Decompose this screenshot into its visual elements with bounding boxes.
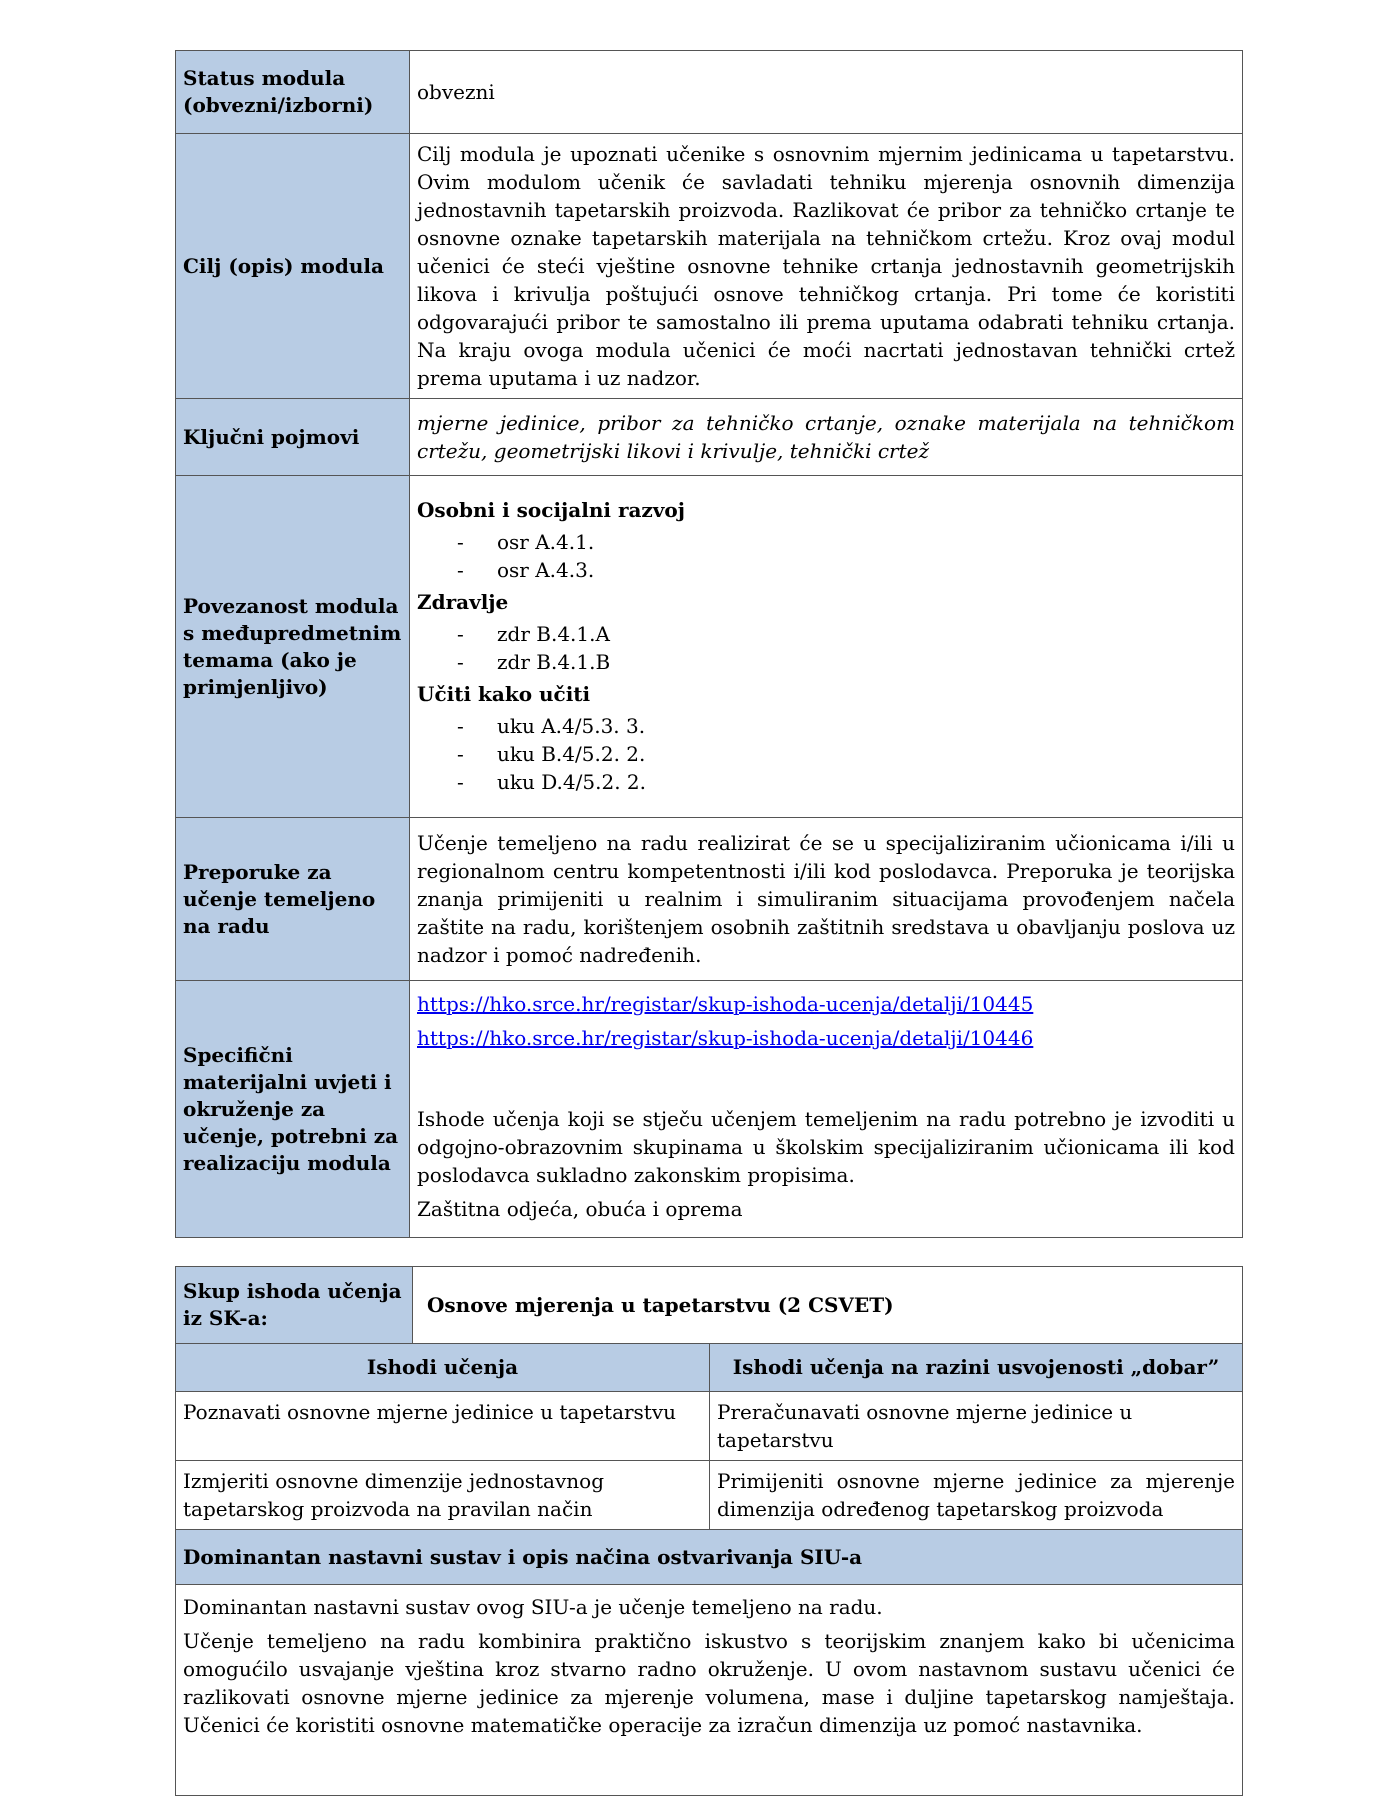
group-title: Učiti kako učiti — [417, 681, 591, 706]
list-item: - uku A.4/5.3. 3. — [457, 713, 646, 738]
outcome-cell: Poznavati osnovne mjerne jedinice u tapetarstvu — [176, 1392, 710, 1461]
key-terms-value: mjerne jedinice, pribor za tehničko crtanje, oznake materijala na tehničkom crtežu, geometrijski likovi i krivulje, tehnički crtež — [410, 399, 1243, 476]
status-value: obvezni — [410, 51, 1243, 134]
header-outcomes: Ishodi učenja — [176, 1344, 710, 1392]
group-uku — [417, 680, 1235, 796]
work-based-label: Preporuke za učenje temeljeno na radu — [176, 818, 410, 981]
group-items — [417, 528, 1235, 584]
row-status — [176, 51, 1243, 134]
list-item: - uku B.4/5.2. 2. — [457, 741, 646, 766]
conditions-value — [410, 981, 1243, 1238]
set-value: Osnove mjerenja u tapetarstvu (2 CSVET) — [413, 1267, 1243, 1344]
outcome-good-cell: Primijeniti osnovne mjerne jedinice za mjerenje dimenzija određenog tapetarskog proizvoda — [710, 1461, 1243, 1530]
group-items — [417, 712, 1235, 796]
table-row — [176, 1461, 1243, 1530]
row-set — [176, 1267, 1243, 1344]
link-10445[interactable]: https://hko.srce.hr/registar/skup-ishoda-ucenja/detalji/10445 — [417, 992, 1034, 1016]
table-row — [176, 1392, 1243, 1461]
header-outcomes-good: Ishodi učenja na razini usvojenosti „dobar” — [710, 1344, 1243, 1392]
list-item: - uku D.4/5.2. 2. — [457, 769, 646, 794]
dash-bullet-icon: - — [457, 529, 464, 554]
group-title: Osobni i socijalni razvoj — [417, 497, 685, 522]
list-item: - osr A.4.1. — [457, 529, 595, 554]
goal-value: Cilj modula je upoznati učenike s osnovnim mjernim jedinicama u tapetarstvu. Ovim modulom učenik će savladati tehniku mjerenja osnovnih dimenzija jednostavnih tapetarskih proizvoda. Razlikovat će pribor za tehničko crtanje te osnovne oznake tapetarskih materijala na tehničkom crtežu. Kroz ovaj modul učenici će steći vještine osnovne tehnike crtanja jednostavnih geometrijskih likova i krivulja poštujući osnove tehničkog crtanja. Pri tome će koristiti odgovarajući pribor te samostalno ili prema uputama odabrati tehniku crtanja. Na kraju ovoga modula učenici će moći nacrtati jednostavan tehnički crtež prema uputama i uz nadzor. — [410, 134, 1243, 399]
list-item: - osr A.4.3. — [457, 557, 595, 582]
dash-bullet-icon: - — [457, 557, 464, 582]
status-label: Status modula (obvezni/izborni) — [176, 51, 410, 134]
conditions-paragraph: Ishode učenja koji se stječu učenjem temeljenim na radu potrebno je izvoditi u odgojno-obrazovnim skupinama u školskim specijaliziranim učionicama ili kod poslodavca sukladno zakonskim propisima. — [417, 1107, 1235, 1187]
row-work-based — [176, 818, 1243, 981]
dash-bullet-icon: - — [457, 621, 464, 646]
row-col-headers — [176, 1344, 1243, 1392]
work-based-value: Učenje temeljeno na radu realizirat će se u specijaliziranim učionicama i/ili u regionalnom centru kompetentnosti i/ili kod poslodavca. Preporuka je teorijska znanja primijeniti u realnim i simuliranim situacijama provođenjem načela zaštite na radu, korištenjem osobnih zaštitnih sredstava u obavljanju poslova uz nadzor i pomoć nadređenih. — [410, 818, 1243, 981]
key-terms-label: Ključni pojmovi — [176, 399, 410, 476]
list-item: - zdr B.4.1.B — [457, 649, 611, 674]
dash-bullet-icon: - — [457, 769, 464, 794]
system-paragraph: Učenje temeljeno na radu kombinira praktično iskustvo s teorijskim znanjem kako bi učenicima omogućilo usvajanje vještina kroz stvarno radno okruženje. U ovom nastavnom sustavu učenici će razlikovati osnovne mjerne jedinice za mjerenje volumena, mase i duljine tapetarskog namještaja. Učenici će koristiti osnovne matematičke operacije za izračun dimenzija uz pomoć nastavnika. — [183, 1629, 1235, 1737]
row-conditions — [176, 981, 1243, 1238]
set-label: Skup ishoda učenja iz SK-a: — [176, 1267, 413, 1344]
dash-bullet-icon: - — [457, 713, 464, 738]
cross-curricular-value — [410, 476, 1243, 818]
spacer — [417, 1055, 1235, 1105]
row-system-header — [176, 1530, 1243, 1585]
list-item: - zdr B.4.1.A — [457, 621, 610, 646]
outcomes-table — [175, 1266, 1243, 1796]
goal-label: Cilj (opis) modula — [176, 134, 410, 399]
group-zdr — [417, 588, 1235, 676]
outcome-good-cell: Preračunavati osnovne mjerne jedinice u tapetarstvu — [710, 1392, 1243, 1461]
dash-bullet-icon: - — [457, 649, 464, 674]
conditions-equipment: Zaštitna odjeća, obuća i oprema — [417, 1197, 743, 1221]
row-goal — [176, 134, 1243, 399]
group-osr — [417, 496, 1235, 584]
group-items — [417, 620, 1235, 676]
row-cross-curricular — [176, 476, 1243, 818]
conditions-label: Specifični materijalni uvjeti i okruženje za učenje, potrebni za realizaciju modula — [176, 981, 410, 1238]
row-system-body — [176, 1585, 1243, 1796]
row-key-terms — [176, 399, 1243, 476]
dash-bullet-icon: - — [457, 741, 464, 766]
outcome-cell: Izmjeriti osnovne dimenzije jednostavnog tapetarskog proizvoda na pravilan način — [176, 1461, 710, 1530]
system-header: Dominantan nastavni sustav i opis načina ostvarivanja SIU-a — [176, 1530, 1243, 1585]
cross-curricular-label: Povezanost modula s međupredmetnim temama (ako je primjenljivo) — [176, 476, 410, 818]
module-info-table — [175, 50, 1243, 1238]
system-paragraph: Dominantan nastavni sustav ovog SIU-a je učenje temeljeno na radu. — [183, 1595, 883, 1619]
link-10446[interactable]: https://hko.srce.hr/registar/skup-ishoda-ucenja/detalji/10446 — [417, 1026, 1034, 1050]
system-body — [176, 1585, 1243, 1796]
group-title: Zdravlje — [417, 589, 509, 614]
